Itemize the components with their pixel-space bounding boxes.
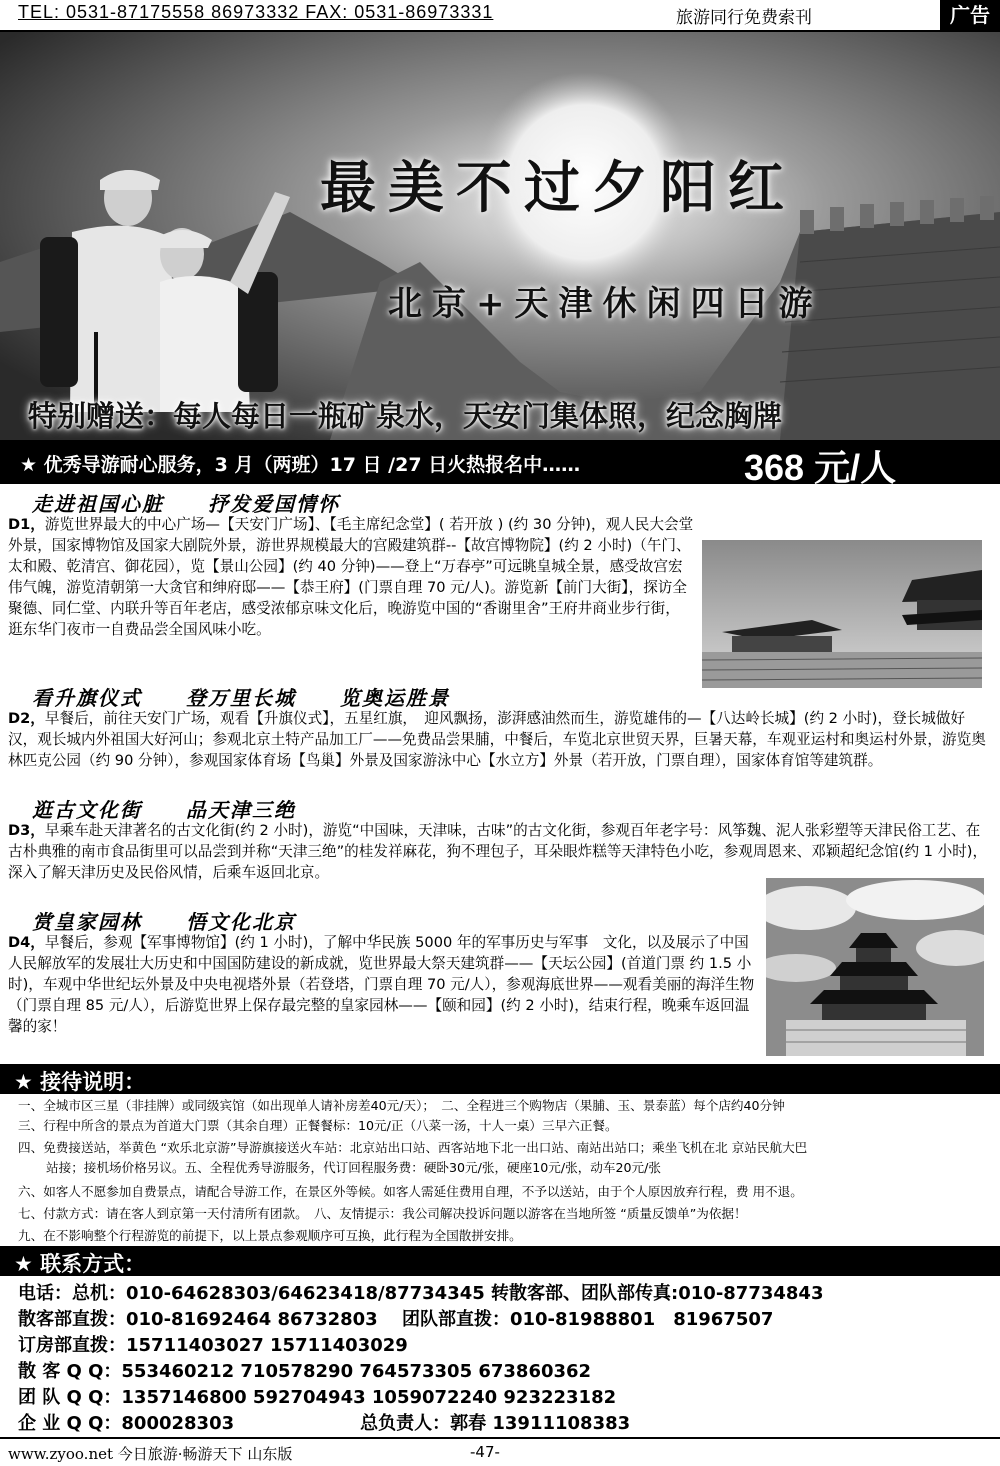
price-text: 368 元/人: [744, 447, 897, 488]
reception-item: 七、付款方式：请在客人到京第一天付清所有团款。 八、友情提示：我公司解决投诉问题以游客在当地所签 “质量反馈单”为依据！: [18, 1206, 747, 1221]
day1-label: D1，: [8, 516, 45, 533]
day4-label: D4，: [8, 934, 45, 951]
gift-banner: 特别赠送：每人每日一瓶矿泉水，天安门集体照，纪念胸牌: [28, 399, 783, 433]
magazine-tag: 旅游同行免费索刊: [676, 8, 812, 28]
forbidden-city-photo: [702, 540, 982, 688]
contact-line: TEL: 0531-87175558 86973332 FAX: 0531-86973331: [18, 2, 494, 22]
hero-title: 最美不过夕阳红: [320, 155, 796, 221]
reception-item: 六、如客人不愿参加自费景点，请配合导游工作，在景区外等候。如客人需延住费用自理，不予以送站，由于个人原因放弃行程，费 用不退。: [18, 1184, 803, 1199]
reception-item: 四、免费接送站，举黄色 “欢乐北京游”导游旗接送火车站：北京站出口站、西客站地下北一出口站、南站出站口；乘坐飞机在北 京站民航大巴: [18, 1140, 808, 1155]
reception-item: 站接；接机场价格另议。五、全程优秀导游服务，代订回程服务费：硬卧30元/张，硬座10元/张，动车20元/张: [46, 1160, 661, 1175]
hero-subtitle: 北京+天津休闲四日游: [388, 284, 823, 324]
contact-line: 散客部直拨：010-81692464 86732803 团队部直拨：010-81988801 81967507: [18, 1309, 774, 1330]
hero-banner: [0, 32, 1000, 440]
itinerary: [0, 484, 1000, 1060]
ad-label: 广告: [940, 0, 1000, 30]
temple-of-heaven-photo: [766, 878, 984, 1056]
footer-site: www.zyoo.net 今日旅游·畅游天下 山东版: [8, 1445, 293, 1463]
day1-body: 游览世界最大的中心广场—【天安门广场】、【毛主席纪念堂】( 若开放 ) (约 30 分钟)，观人民大会堂外景，国家博物馆及国家大剧院外景，游世界规模最大的宫殿建筑群--【故宫博物院】(约 2 小时)（午门、太和殿、乾清宫、御花园），览【景山公园】(约 40 分钟)——登上“万春亭”可远眺皇城全景，感受故宫宏伟气魄，游览清朝第一大贪官和绅府邸——【恭王府】(门票自理 70 元/人)。游览新【前门大街】，探访全聚德、同仁堂、内联升等百年老店，感受浓郁京味文化后，晚游览中国的“香谢里舍”王府井商业步行街，逛东华门夜市一自费品尝全国风味小吃。: [8, 516, 694, 638]
day2-label: D2，: [8, 710, 45, 727]
day2-text: [8, 708, 988, 771]
day4-text: [8, 932, 760, 1037]
reception-item: 一、全城市区三星（非挂牌）或同级宾馆（如出现单人请补房差40元/天）； 二、全程进三个购物店（果脯、玉、景泰蓝）每个店约40分钟: [18, 1098, 785, 1113]
day4-body: 早餐后，参观【军事博物馆】(约 1 小时)，了解中华民族 5000 年的军事历史与军事 文化，以及展示了中国人民解放军的发展壮大历史和中国国防建设的新成就，览世界最大祭天建筑群——【天坛公园】(首道门票 约 1.5 小时)，车观中华世纪坛外景及中央电视塔外景（若登塔，门票自理 70 元/人），参观海底世界——观看美丽的海洋生物（门票自理 85 元/人），后游览世界上保存最完整的皇家园林——【颐和园】(约 2 小时)，结束行程，晚乘车返回温馨的家！: [8, 934, 755, 1035]
contact-header: [0, 1246, 1000, 1276]
day2-heading: 看升旗仪式 登万里长城 览奥运胜景: [32, 686, 450, 710]
day3-body: 早乘车赴天津著名的古文化街(约 2 小时)，游览“中国味，天津味，古味”的古文化街，参观百年老字号：风筝魏、泥人张彩塑等天津民俗工艺、在古朴典雅的南市食品街里可以品尝到并称“天津三绝”的桂发祥麻花，狗不理包子，耳朵眼炸糕等天津特色小吃，参观周恩来、邓颖超纪念馆(约 1 小时)，深入了解天津历史及民俗风情，后乘车返回北京。: [8, 822, 988, 881]
reception-item: 九、在不影响整个行程游览的前提下，以上景点参观顺序可互换，此行程为全国散拼安排。: [18, 1228, 522, 1243]
contact-line: 订房部直拨：15711403027 15711403029: [18, 1335, 408, 1356]
hero-scene: [0, 32, 1000, 440]
day2-body: 早餐后，前往天安门广场，观看【升旗仪式】，五星红旗， 迎风飘扬，澎湃感油然而生，游览雄伟的—【八达岭长城】(约 2 小时)，登长城做好汉，观长城内外祖国大好河山；参观北京土特产品加工厂——免费品尝果脯，中餐后，车览北京世贸天界，巨暑天幕，车观亚运村和奥运村外景，游览奥林匹克公园（约 90 分钟），参观国家体育场【鸟巢】外景及国家游泳中心【水立方】外景（若开放，门票自理），国家体育馆等建筑群。: [8, 710, 986, 769]
reception-item: 三、行程中所含的景点为首道大门票（其余自理）正餐餐标：10元/正（八菜一汤，十人一桌）三早六正餐。: [18, 1118, 618, 1133]
reception-header: [0, 1064, 1000, 1094]
day1-text: [8, 514, 694, 640]
reception-title: ★ 接待说明：: [14, 1070, 146, 1094]
day3-heading: 逛古文化街 品天津三绝: [32, 798, 296, 822]
contact-line: 企 业 Q Q：800028303 总负责人：郭春 13911108383: [18, 1413, 631, 1434]
page-number: -47-: [470, 1443, 500, 1461]
promo-text: ★ 优秀导游耐心服务，3 月（两班）17 日 /27 日火热报名中……: [20, 454, 581, 476]
day3-text: [8, 820, 988, 883]
day3-label: D3，: [8, 822, 45, 839]
top-bar: [0, 0, 1000, 32]
price-bar: [0, 440, 1000, 488]
contact-line: 散 客 Q Q：553460212 710578290 764573305 673860362: [18, 1361, 592, 1382]
contact-title: ★ 联系方式：: [14, 1252, 146, 1276]
day4-heading: 赏皇家园林 悟文化北京: [32, 910, 296, 934]
contact-line: 电话：总机：010-64628303/64623418/87734345 转散客部、团队部传真:010-87734843: [18, 1283, 824, 1304]
contact-line: 团 队 Q Q：1357146800 592704943 1059072240 923223182: [18, 1387, 617, 1408]
day1-heading: 走进祖国心脏 抒发爱国情怀: [32, 492, 340, 516]
footer: [0, 1437, 1000, 1466]
